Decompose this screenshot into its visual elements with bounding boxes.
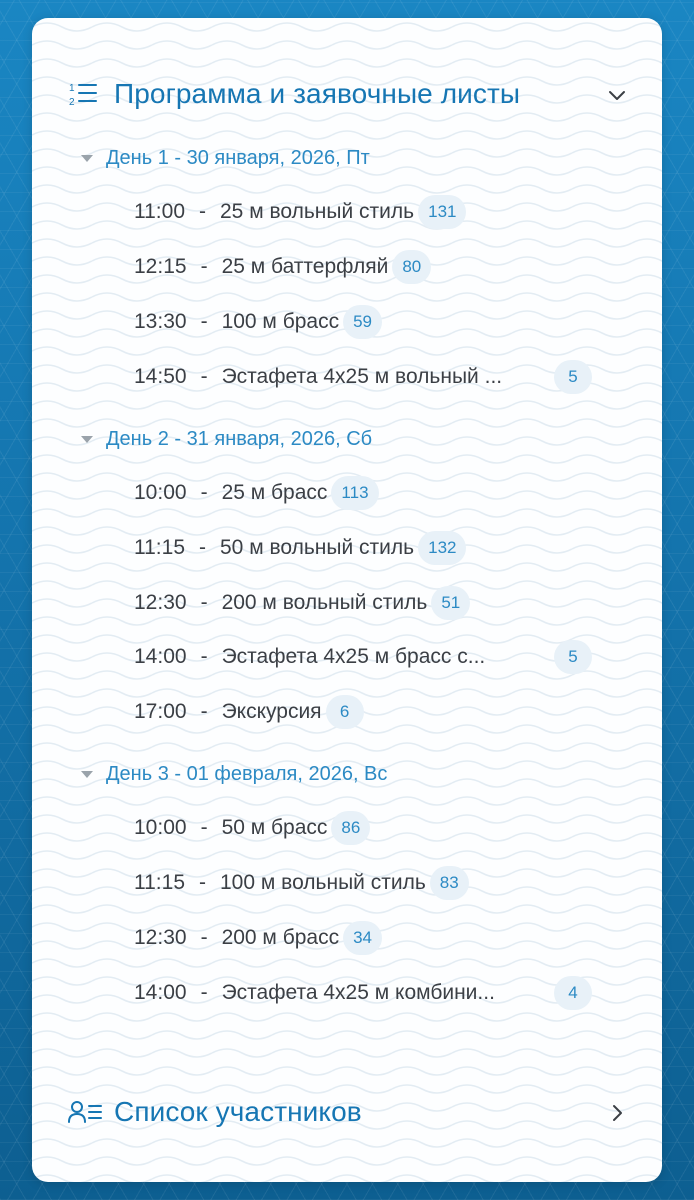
event-separator: - [200, 700, 208, 723]
event-time: 12:30 [134, 926, 187, 949]
event-name: 200 м брасс [221, 926, 340, 949]
event-separator: - [199, 871, 206, 894]
event-name: 100 м брасс [221, 310, 340, 333]
entries-count-badge: 86 [331, 811, 370, 845]
svg-text:2: 2 [69, 97, 75, 108]
event-row[interactable] [134, 359, 634, 395]
event-row[interactable] [134, 530, 466, 566]
entries-count-badge: 59 [343, 305, 382, 339]
event-row[interactable] [134, 194, 466, 230]
participants-title: Список участников [114, 1096, 362, 1127]
program-card [32, 18, 662, 1182]
event-row[interactable] [134, 694, 364, 730]
event-separator: - [200, 365, 208, 388]
event-separator: - [200, 481, 208, 504]
event-row[interactable] [134, 810, 370, 846]
event-name: Эстафета 4х25 м вольный ... [221, 365, 503, 388]
event-time: 17:00 [134, 700, 187, 723]
event-row[interactable] [134, 639, 634, 675]
event-time: 12:30 [134, 591, 187, 614]
event-name: 100 м вольный стиль [220, 871, 426, 894]
day-title: День 2 - 31 января, 2026, Сб [106, 427, 373, 450]
event-name: 50 м брасс [221, 816, 328, 839]
program-section-header[interactable] [68, 72, 628, 116]
participants-list-icon [68, 1098, 102, 1126]
event-name: Эстафета 4х25 м брасс с... [221, 645, 486, 668]
entries-count-badge: 113 [331, 476, 378, 510]
event-name: Экскурсия [221, 700, 322, 723]
event-name: 25 м брасс [221, 481, 328, 504]
caret-down-icon [80, 151, 94, 165]
event-name: 25 м вольный стиль [220, 200, 415, 223]
caret-down-icon [80, 767, 94, 781]
participants-list-link[interactable] [68, 1090, 628, 1134]
entries-count-badge: 51 [431, 586, 470, 620]
event-separator: - [199, 536, 206, 559]
entries-count-badge: 34 [343, 921, 382, 955]
event-separator: - [200, 591, 208, 614]
day-header-1[interactable] [80, 143, 370, 173]
event-row[interactable] [134, 304, 382, 340]
day-header-3[interactable] [80, 759, 387, 789]
event-separator: - [200, 255, 208, 278]
day-title: День 1 - 30 января, 2026, Пт [106, 146, 370, 169]
event-time: 13:30 [134, 310, 187, 333]
svg-text:1: 1 [69, 83, 75, 94]
entries-count-badge: 132 [418, 531, 466, 565]
event-time: 12:15 [134, 255, 187, 278]
event-separator: - [199, 200, 206, 223]
event-separator: - [200, 645, 208, 668]
event-time: 14:00 [134, 981, 187, 1004]
event-time: 11:15 [134, 536, 185, 559]
program-section-title: Программа и заявочные листы [114, 78, 521, 109]
event-name: 200 м вольный стиль [221, 591, 428, 614]
event-separator: - [200, 926, 208, 949]
event-separator: - [200, 816, 208, 839]
entries-count-badge: 5 [554, 360, 592, 394]
event-separator: - [200, 981, 208, 1004]
event-row[interactable] [134, 475, 379, 511]
event-name: 25 м баттерфляй [221, 255, 389, 278]
event-separator: - [200, 310, 208, 333]
entries-count-badge: 6 [326, 695, 364, 729]
entries-count-badge: 4 [554, 976, 592, 1010]
chevron-down-icon[interactable] [606, 84, 628, 106]
event-row[interactable] [134, 865, 469, 901]
numbered-list-icon [68, 79, 98, 109]
day-title: День 3 - 01 февраля, 2026, Вс [106, 762, 388, 785]
entries-count-badge: 5 [554, 640, 592, 674]
event-time: 10:00 [134, 481, 187, 504]
event-row[interactable] [134, 920, 382, 956]
event-name: 50 м вольный стиль [220, 536, 415, 559]
event-time: 11:00 [134, 200, 185, 223]
event-time: 14:50 [134, 365, 187, 388]
day-header-2[interactable] [80, 424, 372, 454]
caret-down-icon [80, 432, 94, 446]
entries-count-badge: 80 [392, 250, 431, 284]
event-row[interactable] [134, 585, 470, 621]
event-name: Эстафета 4х25 м комбини... [221, 981, 495, 1004]
chevron-right-icon[interactable] [606, 1102, 628, 1124]
event-row[interactable] [134, 975, 634, 1011]
event-time: 10:00 [134, 816, 187, 839]
event-row[interactable] [134, 249, 431, 285]
entries-count-badge: 131 [418, 195, 466, 229]
event-time: 11:15 [134, 871, 185, 894]
event-time: 14:00 [134, 645, 187, 668]
entries-count-badge: 83 [430, 866, 469, 900]
